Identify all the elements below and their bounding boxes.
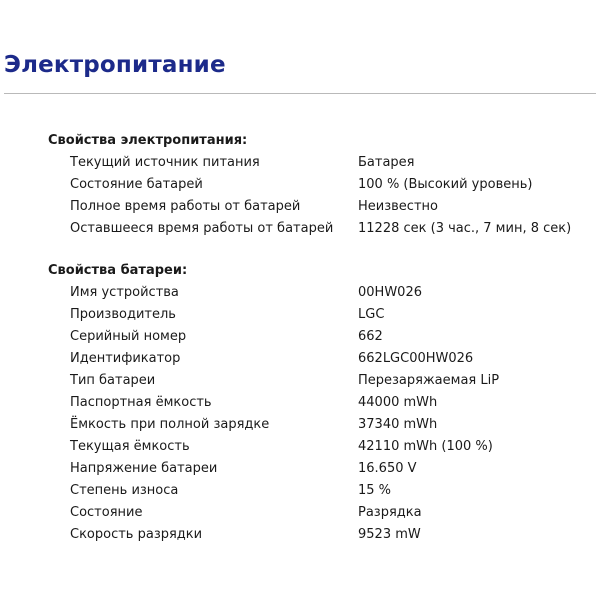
property-row xyxy=(48,304,596,326)
property-row xyxy=(48,152,596,174)
property-row xyxy=(48,218,596,240)
page-title: Электропитание xyxy=(4,52,226,78)
property-value: 100 % (Высокий уровень) xyxy=(358,177,533,192)
property-value: 44000 mWh xyxy=(358,395,438,410)
property-row xyxy=(48,174,596,196)
property-label: Оставшееся время работы от батарей xyxy=(70,221,334,236)
property-label: Состояние батарей xyxy=(70,177,203,192)
property-row xyxy=(48,524,596,546)
property-value: 662LGC00HW026 xyxy=(358,351,474,366)
property-value: Разрядка xyxy=(358,505,422,520)
property-value: 15 % xyxy=(358,483,392,498)
property-row xyxy=(48,480,596,502)
property-row xyxy=(48,326,596,348)
property-row xyxy=(48,458,596,480)
property-value: 9523 mW xyxy=(358,527,421,542)
property-label: Текущая ёмкость xyxy=(70,439,190,454)
property-label: Полное время работы от батарей xyxy=(70,199,301,214)
power-properties-heading: Свойства электропитания: xyxy=(48,133,248,148)
property-value: Батарея xyxy=(358,155,415,170)
property-label: Скорость разрядки xyxy=(70,527,203,542)
battery-properties-section xyxy=(48,260,596,546)
property-value: Неизвестно xyxy=(358,199,438,214)
property-label: Производитель xyxy=(70,307,176,322)
power-properties-section xyxy=(48,130,596,240)
title-divider xyxy=(4,93,596,94)
property-label: Текущий источник питания xyxy=(70,155,260,170)
property-value: 662 xyxy=(358,329,383,344)
property-label: Ёмкость при полной зарядке xyxy=(70,417,270,432)
property-label: Серийный номер xyxy=(70,329,187,344)
property-value: 42110 mWh (100 %) xyxy=(358,439,493,454)
property-row xyxy=(48,392,596,414)
property-label: Напряжение батареи xyxy=(70,461,218,476)
property-value: Перезаряжаемая LiP xyxy=(358,373,500,388)
property-value: 11228 сек (3 час., 7 мин, 8 сек) xyxy=(358,221,572,236)
property-row xyxy=(48,436,596,458)
property-row xyxy=(48,414,596,436)
property-value: 37340 mWh xyxy=(358,417,438,432)
property-value: LGC xyxy=(358,307,385,322)
property-value: 00HW026 xyxy=(358,285,422,300)
property-label: Идентификатор xyxy=(70,351,181,366)
property-label: Имя устройства xyxy=(70,285,179,300)
property-row xyxy=(48,502,596,524)
battery-properties-heading: Свойства батареи: xyxy=(48,263,188,278)
property-row xyxy=(48,282,596,304)
property-label: Степень износа xyxy=(70,483,179,498)
property-row xyxy=(48,196,596,218)
property-value: 16.650 V xyxy=(358,461,417,476)
property-label: Состояние xyxy=(70,505,143,520)
property-label: Паспортная ёмкость xyxy=(70,395,212,410)
property-row xyxy=(48,370,596,392)
property-label: Тип батареи xyxy=(70,373,156,388)
property-row xyxy=(48,348,596,370)
